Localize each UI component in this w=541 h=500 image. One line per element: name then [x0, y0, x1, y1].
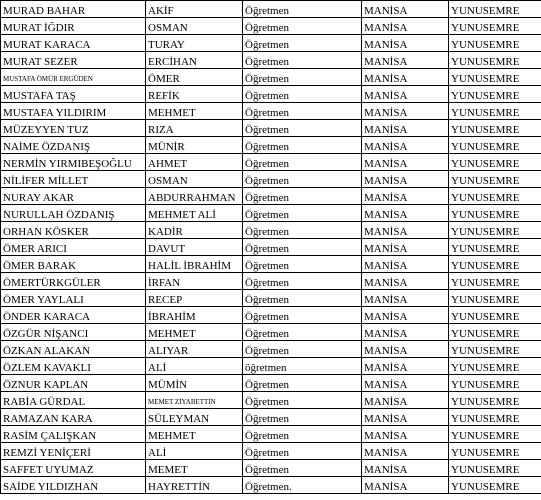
name-cell: SAİDE YILDIZHAN: [1, 477, 146, 494]
father-name-cell: İRFAN: [146, 273, 243, 290]
father-name-cell: SÜLEYMAN: [146, 409, 243, 426]
district-cell: YUNUSEMRE: [449, 52, 541, 69]
name-cell: ÖZKAN ALAKAN: [1, 341, 146, 358]
table-row: [1, 358, 541, 375]
title-cell: Öğretmen: [243, 35, 362, 52]
district-cell: YUNUSEMRE: [449, 154, 541, 171]
table-row: [1, 307, 541, 324]
father-name-cell: HALİL İBRAHİM: [146, 256, 243, 273]
title-cell: Öğretmen: [243, 443, 362, 460]
name-cell: ÖZNUR KAPLAN: [1, 375, 146, 392]
father-name-cell: MEMET ZİYABETTİN: [146, 392, 243, 409]
name-cell: ÖZLEM KAVAKLI: [1, 358, 146, 375]
district-cell: YUNUSEMRE: [449, 358, 541, 375]
city-cell: MANİSA: [362, 341, 449, 358]
table-row: [1, 443, 541, 460]
name-cell: ÖZGÜR NİŞANCI: [1, 324, 146, 341]
city-cell: MANİSA: [362, 477, 449, 494]
name-cell: MUSTAFA YILDIRIM: [1, 103, 146, 120]
table-row: [1, 188, 541, 205]
title-cell: Öğretmen: [243, 120, 362, 137]
district-cell: YUNUSEMRE: [449, 18, 541, 35]
table-row: [1, 171, 541, 188]
father-name-cell: İBRAHİM: [146, 307, 243, 324]
name-cell: RASİM ÇALIŞKAN: [1, 426, 146, 443]
district-cell: YUNUSEMRE: [449, 171, 541, 188]
city-cell: MANİSA: [362, 35, 449, 52]
father-name-cell: AHMET: [146, 154, 243, 171]
city-cell: MANİSA: [362, 188, 449, 205]
title-cell: Öğretmen: [243, 307, 362, 324]
title-cell: Öğretmen: [243, 426, 362, 443]
table-body: [1, 1, 541, 494]
city-cell: MANİSA: [362, 171, 449, 188]
table-row: [1, 409, 541, 426]
father-name-cell: DAVUT: [146, 239, 243, 256]
name-cell: ORHAN KÖSKER: [1, 222, 146, 239]
title-cell: Öğretmen: [243, 409, 362, 426]
father-name-cell: ABDURRAHMAN: [146, 188, 243, 205]
name-cell: NAİME ÖZDANIŞ: [1, 137, 146, 154]
table-row: [1, 52, 541, 69]
name-cell: MURAD BAHAR: [1, 1, 146, 18]
father-name-cell: ALİ: [146, 443, 243, 460]
city-cell: MANİSA: [362, 307, 449, 324]
title-cell: Öğretmen: [243, 1, 362, 18]
name-cell: NURULLAH ÖZDANIŞ: [1, 205, 146, 222]
district-cell: YUNUSEMRE: [449, 460, 541, 477]
table-row: [1, 222, 541, 239]
name-cell: RAMAZAN KARA: [1, 409, 146, 426]
city-cell: MANİSA: [362, 103, 449, 120]
name-cell: ÖMER YAYLALI: [1, 290, 146, 307]
district-cell: YUNUSEMRE: [449, 222, 541, 239]
name-cell: MUSTAFA TAŞ: [1, 86, 146, 103]
city-cell: MANİSA: [362, 120, 449, 137]
district-cell: YUNUSEMRE: [449, 324, 541, 341]
district-cell: YUNUSEMRE: [449, 392, 541, 409]
district-cell: YUNUSEMRE: [449, 256, 541, 273]
table-row: [1, 137, 541, 154]
name-cell: ÖNDER KARACA: [1, 307, 146, 324]
city-cell: MANİSA: [362, 409, 449, 426]
district-cell: YUNUSEMRE: [449, 477, 541, 494]
father-name-cell: MÜMİN: [146, 375, 243, 392]
father-name-cell: OSMAN: [146, 171, 243, 188]
table-row: [1, 18, 541, 35]
title-cell: Öğretmen: [243, 103, 362, 120]
district-cell: YUNUSEMRE: [449, 188, 541, 205]
city-cell: MANİSA: [362, 273, 449, 290]
city-cell: MANİSA: [362, 239, 449, 256]
table-row: [1, 290, 541, 307]
city-cell: MANİSA: [362, 392, 449, 409]
table-row: [1, 239, 541, 256]
table-row: [1, 341, 541, 358]
table-row: [1, 69, 541, 86]
father-name-cell: ALİ: [146, 358, 243, 375]
city-cell: MANİSA: [362, 375, 449, 392]
father-name-cell: MEHMET ALİ: [146, 205, 243, 222]
table-row: [1, 324, 541, 341]
name-cell: NURAY AKAR: [1, 188, 146, 205]
title-cell: Öğretmen: [243, 324, 362, 341]
father-name-cell: ALIYAR: [146, 341, 243, 358]
title-cell: Öğretmen: [243, 375, 362, 392]
name-cell: MÜZEYYEN TUZ: [1, 120, 146, 137]
title-cell: öğretmen: [243, 358, 362, 375]
father-name-cell: AKİF: [146, 1, 243, 18]
title-cell: Öğretmen: [243, 18, 362, 35]
title-cell: Öğretmen: [243, 290, 362, 307]
district-cell: YUNUSEMRE: [449, 307, 541, 324]
table-row: [1, 392, 541, 409]
table-row: [1, 1, 541, 18]
name-cell: MURAT İĞDIR: [1, 18, 146, 35]
district-cell: YUNUSEMRE: [449, 69, 541, 86]
district-cell: YUNUSEMRE: [449, 239, 541, 256]
city-cell: MANİSA: [362, 256, 449, 273]
table-row: [1, 477, 541, 494]
father-name-cell: RIZA: [146, 120, 243, 137]
name-cell: REMZİ YENİÇERİ: [1, 443, 146, 460]
table-row: [1, 120, 541, 137]
district-cell: YUNUSEMRE: [449, 375, 541, 392]
father-name-cell: TURAY: [146, 35, 243, 52]
city-cell: MANİSA: [362, 426, 449, 443]
title-cell: Öğretmen: [243, 154, 362, 171]
father-name-cell: MÜNİR: [146, 137, 243, 154]
name-cell: ÖMER ARICI: [1, 239, 146, 256]
title-cell: Öğretmen: [243, 222, 362, 239]
name-cell: ÖMERTÜRKGÜLER: [1, 273, 146, 290]
city-cell: MANİSA: [362, 290, 449, 307]
table-row: [1, 460, 541, 477]
district-cell: YUNUSEMRE: [449, 290, 541, 307]
father-name-cell: MEHMET: [146, 426, 243, 443]
title-cell: Öğretmen.: [243, 477, 362, 494]
district-cell: YUNUSEMRE: [449, 205, 541, 222]
title-cell: Öğretmen: [243, 86, 362, 103]
city-cell: MANİSA: [362, 52, 449, 69]
district-cell: YUNUSEMRE: [449, 273, 541, 290]
name-cell: MURAT SEZER: [1, 52, 146, 69]
district-cell: YUNUSEMRE: [449, 86, 541, 103]
city-cell: MANİSA: [362, 460, 449, 477]
father-name-cell: MEMET: [146, 460, 243, 477]
city-cell: MANİSA: [362, 205, 449, 222]
title-cell: Öğretmen: [243, 256, 362, 273]
name-cell: MUSTAFA ÖMÜR ERGÜDEN: [1, 69, 146, 86]
title-cell: Öğretmen: [243, 205, 362, 222]
district-cell: YUNUSEMRE: [449, 409, 541, 426]
district-cell: YUNUSEMRE: [449, 137, 541, 154]
city-cell: MANİSA: [362, 222, 449, 239]
district-cell: YUNUSEMRE: [449, 1, 541, 18]
city-cell: MANİSA: [362, 86, 449, 103]
father-name-cell: ÖMER: [146, 69, 243, 86]
table-row: [1, 86, 541, 103]
title-cell: Öğretmen: [243, 341, 362, 358]
district-cell: YUNUSEMRE: [449, 426, 541, 443]
father-name-cell: KADİR: [146, 222, 243, 239]
title-cell: Öğretmen: [243, 52, 362, 69]
title-cell: Öğretmen: [243, 392, 362, 409]
table-row: [1, 256, 541, 273]
city-cell: MANİSA: [362, 358, 449, 375]
name-cell: NİLİFER MİLLET: [1, 171, 146, 188]
district-cell: YUNUSEMRE: [449, 341, 541, 358]
title-cell: Öğretmen: [243, 188, 362, 205]
father-name-cell: OSMAN: [146, 18, 243, 35]
father-name-cell: MEHMET: [146, 324, 243, 341]
city-cell: MANİSA: [362, 137, 449, 154]
title-cell: Öğretmen: [243, 273, 362, 290]
table-row: [1, 426, 541, 443]
name-cell: ÖMER BARAK: [1, 256, 146, 273]
name-cell: RABİA GÜRDAL: [1, 392, 146, 409]
city-cell: MANİSA: [362, 324, 449, 341]
table-row: [1, 35, 541, 52]
city-cell: MANİSA: [362, 154, 449, 171]
name-cell: NERMİN YIRMIBEŞOĞLU: [1, 154, 146, 171]
city-cell: MANİSA: [362, 69, 449, 86]
father-name-cell: HAYRETTİN: [146, 477, 243, 494]
title-cell: Öğretmen: [243, 137, 362, 154]
city-cell: MANİSA: [362, 1, 449, 18]
district-cell: YUNUSEMRE: [449, 120, 541, 137]
father-name-cell: ERCİHAN: [146, 52, 243, 69]
name-cell: SAFFET UYUMAZ: [1, 460, 146, 477]
table-row: [1, 273, 541, 290]
title-cell: Öğretmen: [243, 239, 362, 256]
father-name-cell: RECEP: [146, 290, 243, 307]
title-cell: Öğretmen: [243, 69, 362, 86]
table-row: [1, 154, 541, 171]
name-cell: MURAT KARACA: [1, 35, 146, 52]
title-cell: Öğretmen: [243, 171, 362, 188]
table-row: [1, 205, 541, 222]
father-name-cell: REFİK: [146, 86, 243, 103]
table-row: [1, 375, 541, 392]
city-cell: MANİSA: [362, 18, 449, 35]
city-cell: MANİSA: [362, 443, 449, 460]
title-cell: Öğretmen: [243, 460, 362, 477]
district-cell: YUNUSEMRE: [449, 443, 541, 460]
district-cell: YUNUSEMRE: [449, 103, 541, 120]
father-name-cell: MEHMET: [146, 103, 243, 120]
district-cell: YUNUSEMRE: [449, 35, 541, 52]
table-row: [1, 103, 541, 120]
